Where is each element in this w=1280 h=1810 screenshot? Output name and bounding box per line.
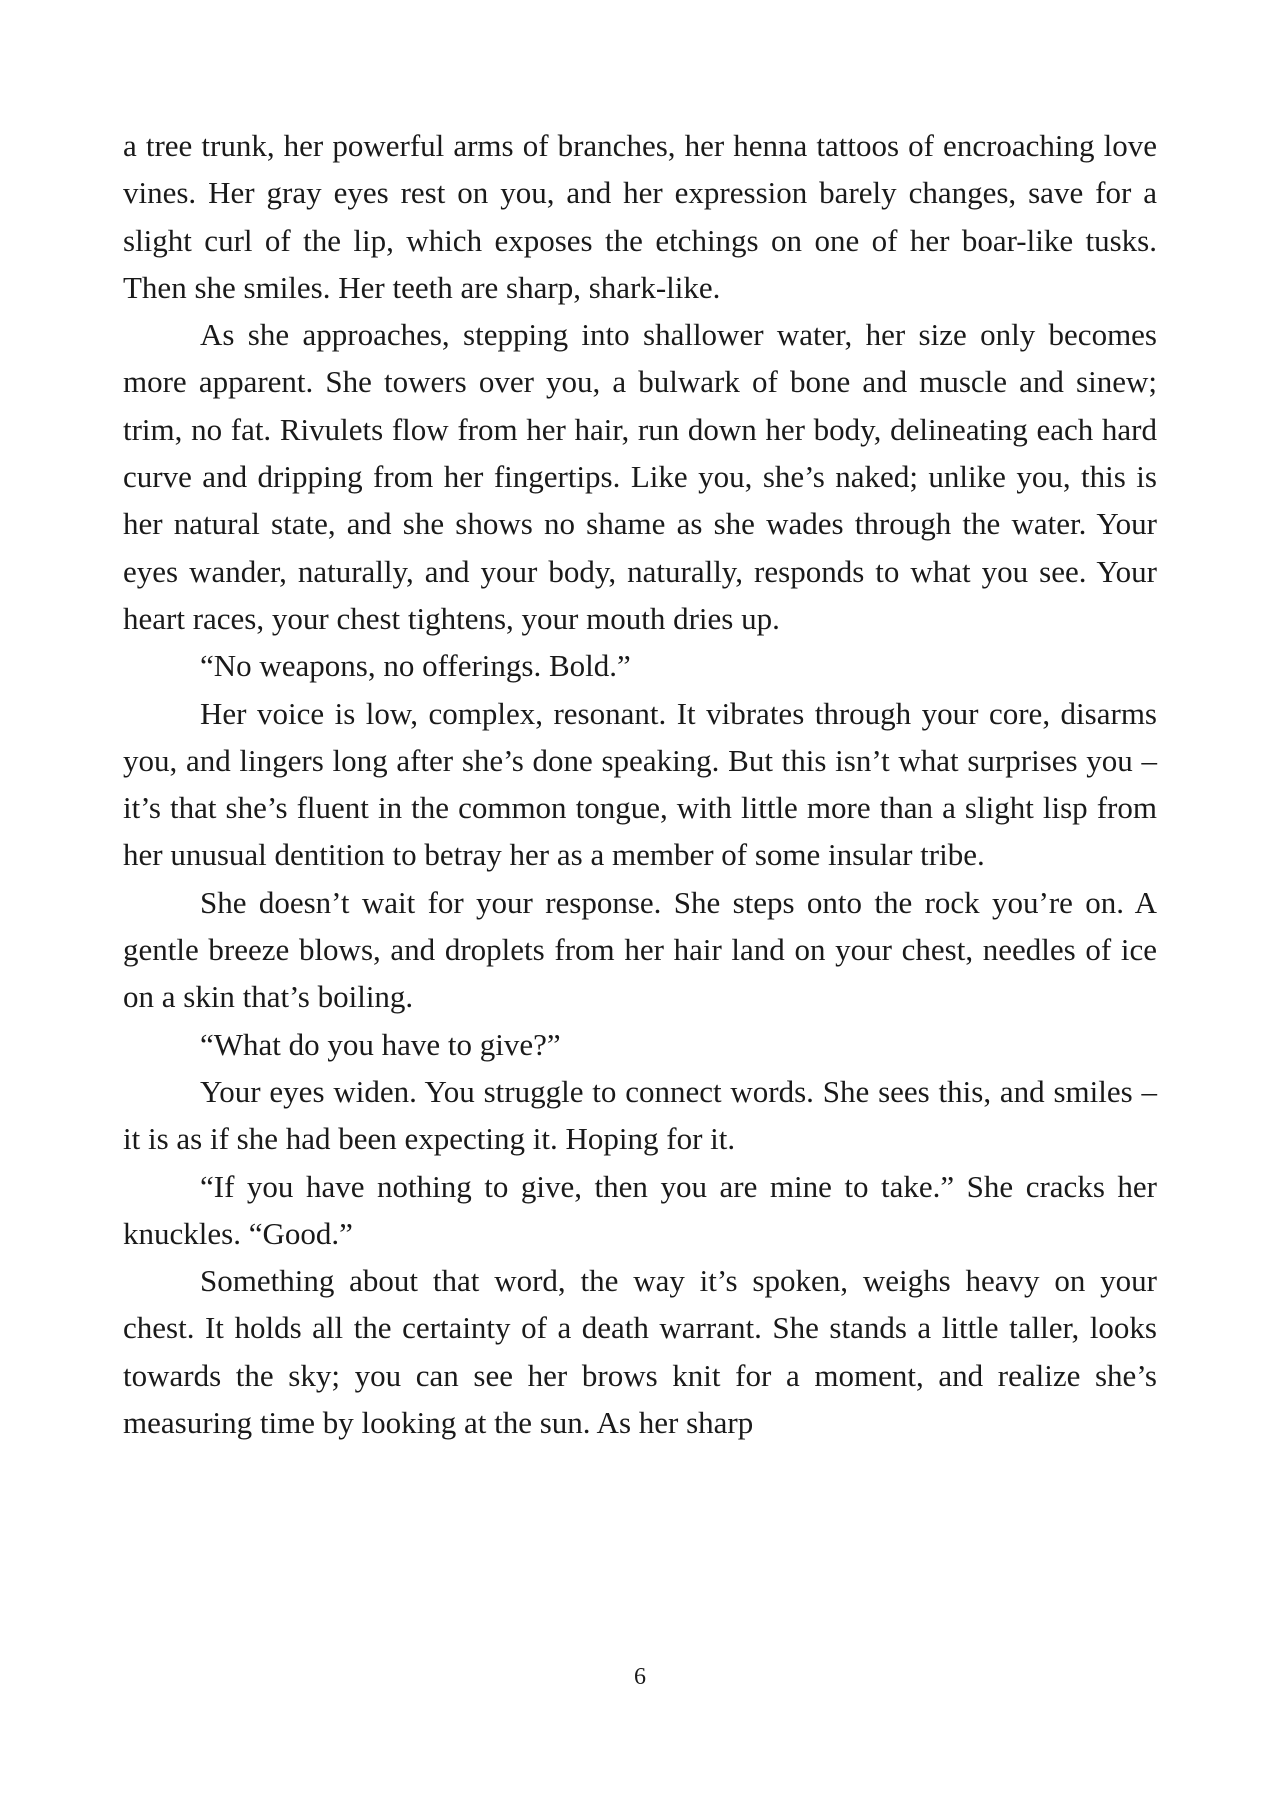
paragraph-5: She doesn’t wait for your response. She steps onto the rock you’re on. A gentle breeze blows, and droplets from her hair land on your chest, needles of ice on a skin that’s boiling. bbox=[123, 884, 1157, 1015]
paragraph-2: As she approaches, stepping into shallower water, her size only becomes more apparent. She towers over you, a bulwark of bone and muscle and sinew; trim, no fat. Rivulets flow from her hair, run down her body, delineating each hard curve and dripping from her fingertips. Like you, she’s naked; unlike you, this is her natural state, and she shows no shame as she wades through the water. Your eyes wander, naturally, and your body, naturally, responds to what you see. Your heart races, your chest tightens, your mouth dries up. bbox=[123, 317, 1157, 636]
paragraph-8: “If you have nothing to give, then you are mine to take.” She cracks her knuckles. “Good.” bbox=[123, 1168, 1157, 1251]
paragraph-3: “No weapons, no offerings. Bold.” bbox=[200, 648, 631, 684]
paragraph-7: Your eyes widen. You struggle to connect words. She sees this, and smiles – it is as if she had been expecting it. Hoping for it. bbox=[123, 1073, 1157, 1157]
paragraph-4: Her voice is low, complex, resonant. It vibrates through your core, disarms you, and lingers long after she’s done speaking. But this isn’t what surprises you – it’s that she’s fluent in the common tongue, with little more than a slight lisp from her unusual dentition to betray her as a member of some insular tribe. bbox=[123, 695, 1157, 873]
body-text bbox=[123, 122, 1157, 1446]
paragraph-1: a tree trunk, her powerful arms of branches, her henna tattoos of encroaching love vines. Her gray eyes rest on you, and her expression barely changes, save for a slight curl of the lip, which exposes the etchings on one of her boar-like tusks. Then she smiles. Her teeth are sharp, shark-like. bbox=[123, 128, 1157, 305]
paragraph-6: “What do you have to give?” bbox=[200, 1026, 561, 1062]
paragraph-9: Something about that word, the way it’s spoken, weighs heavy on your chest. It holds all the certainty of a death warrant. She stands a little taller, looks towards the sky; you can see her brows knit for a moment, and realize she’s measuring time by looking at the sun. As her sharp bbox=[123, 1263, 1157, 1441]
page-number: 6 bbox=[634, 1664, 646, 1690]
